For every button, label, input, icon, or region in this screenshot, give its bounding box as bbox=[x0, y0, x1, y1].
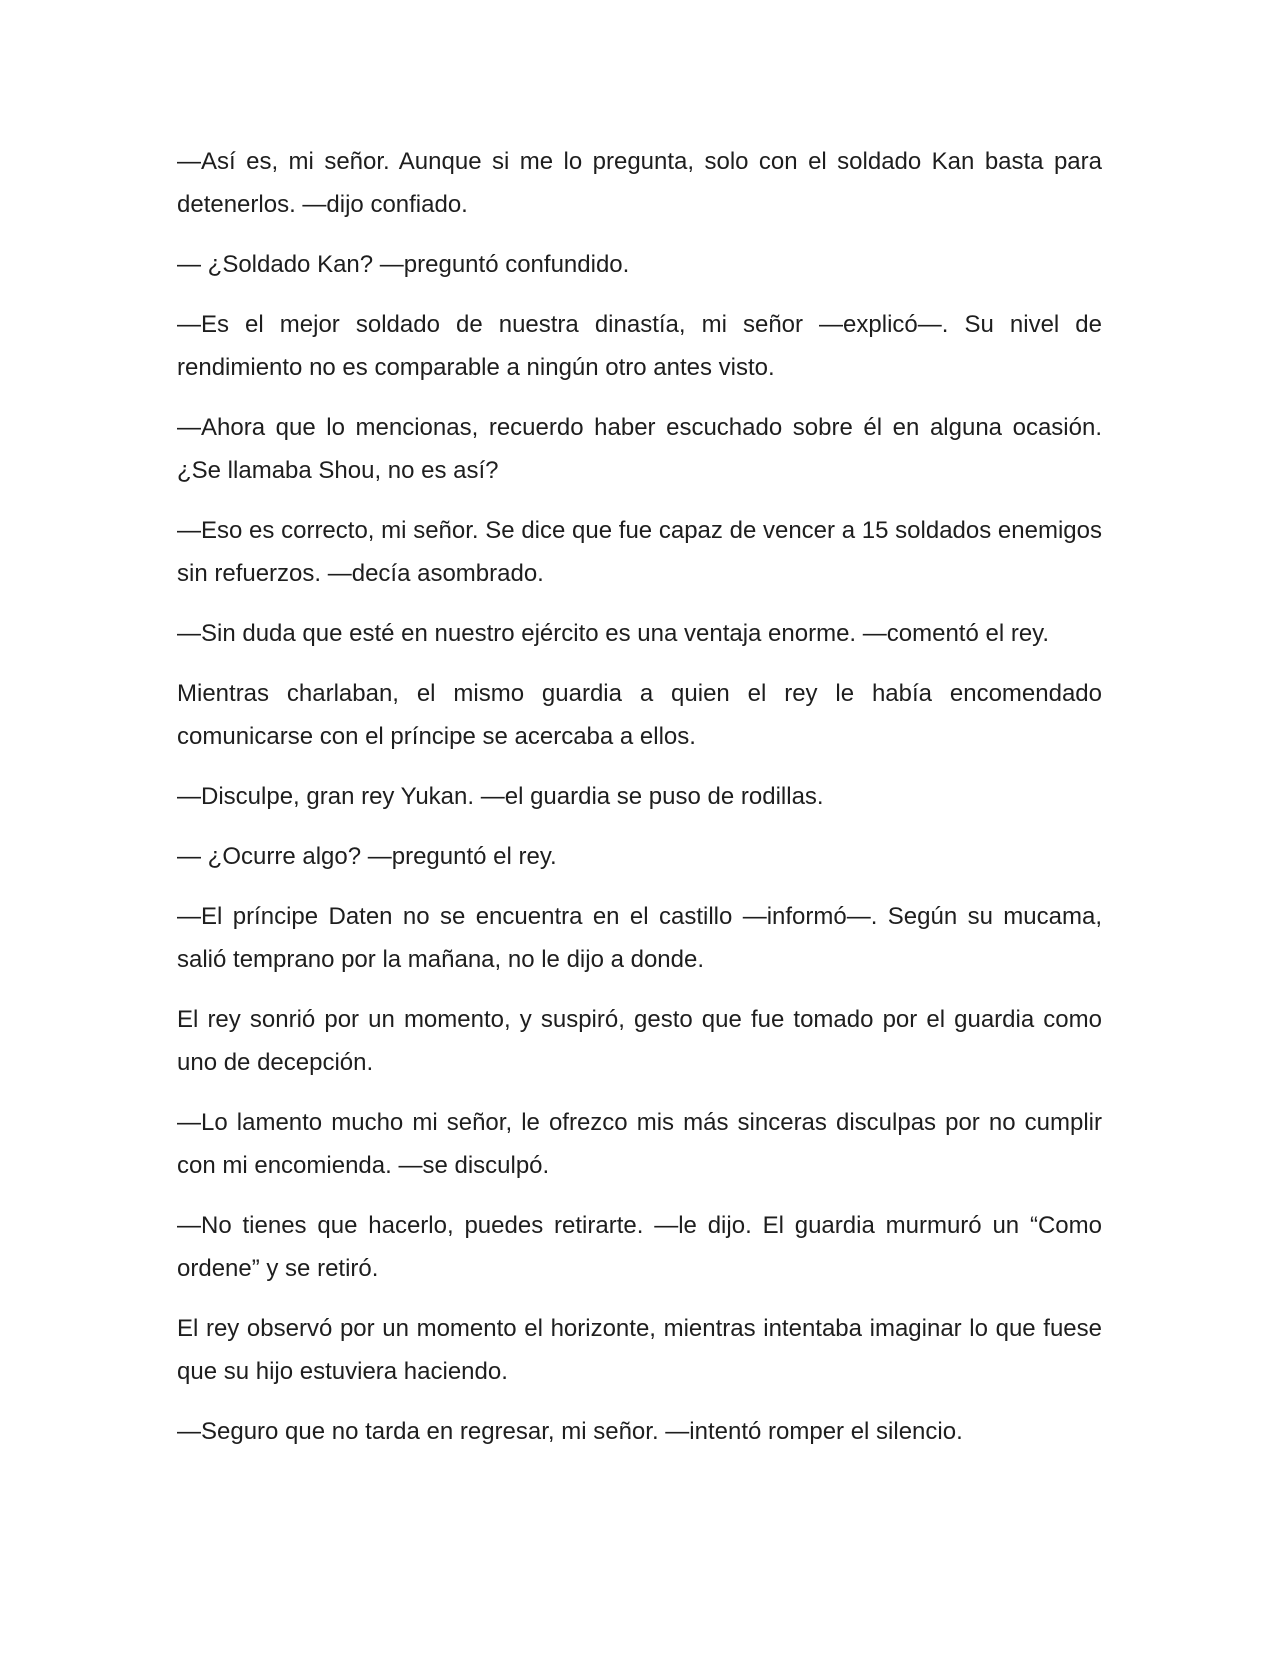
paragraph-15: —Seguro que no tarda en regresar, mi señor. —intentó romper el silencio. bbox=[177, 1418, 963, 1445]
paragraph-7: Mientras charlaban, el mismo guardia a quien el rey le había encomendado comunicarse con el príncipe se acercaba a ellos. bbox=[177, 680, 1102, 750]
paragraph-3: —Es el mejor soldado de nuestra dinastía, mi señor —explicó—. Su nivel de rendimiento no es comparable a ningún otro antes visto. bbox=[177, 311, 1102, 381]
paragraph-9: — ¿Ocurre algo? —preguntó el rey. bbox=[177, 843, 557, 870]
paragraph-12: —Lo lamento mucho mi señor, le ofrezco mis más sinceras disculpas por no cumplir con mi encomienda. —se disculpó. bbox=[177, 1109, 1102, 1179]
paragraph-1: —Así es, mi señor. Aunque si me lo pregunta, solo con el soldado Kan basta para detenerlos. —dijo confiado. bbox=[177, 148, 1102, 218]
paragraph-8: —Disculpe, gran rey Yukan. —el guardia se puso de rodillas. bbox=[177, 783, 824, 810]
paragraph-13: —No tienes que hacerlo, puedes retirarte. —le dijo. El guardia murmuró un “Como ordene” y se retiró. bbox=[177, 1212, 1102, 1282]
paragraph-6: —Sin duda que esté en nuestro ejército es una ventaja enorme. —comentó el rey. bbox=[177, 620, 1050, 647]
paragraph-10: —El príncipe Daten no se encuentra en el castillo —informó—. Según su mucama, salió temprano por la mañana, no le dijo a donde. bbox=[177, 903, 1102, 973]
paragraph-11: El rey sonrió por un momento, y suspiró, gesto que fue tomado por el guardia como uno de decepción. bbox=[177, 1006, 1102, 1076]
document-page bbox=[177, 140, 1102, 1470]
paragraph-5: —Eso es correcto, mi señor. Se dice que fue capaz de vencer a 15 soldados enemigos sin refuerzos. —decía asombrado. bbox=[177, 517, 1102, 587]
paragraph-4: —Ahora que lo mencionas, recuerdo haber escuchado sobre él en alguna ocasión. ¿Se llamaba Shou, no es así? bbox=[177, 414, 1102, 484]
paragraph-2: — ¿Soldado Kan? —preguntó confundido. bbox=[177, 251, 630, 278]
paragraph-14: El rey observó por un momento el horizonte, mientras intentaba imaginar lo que fuese que su hijo estuviera haciendo. bbox=[177, 1315, 1102, 1385]
